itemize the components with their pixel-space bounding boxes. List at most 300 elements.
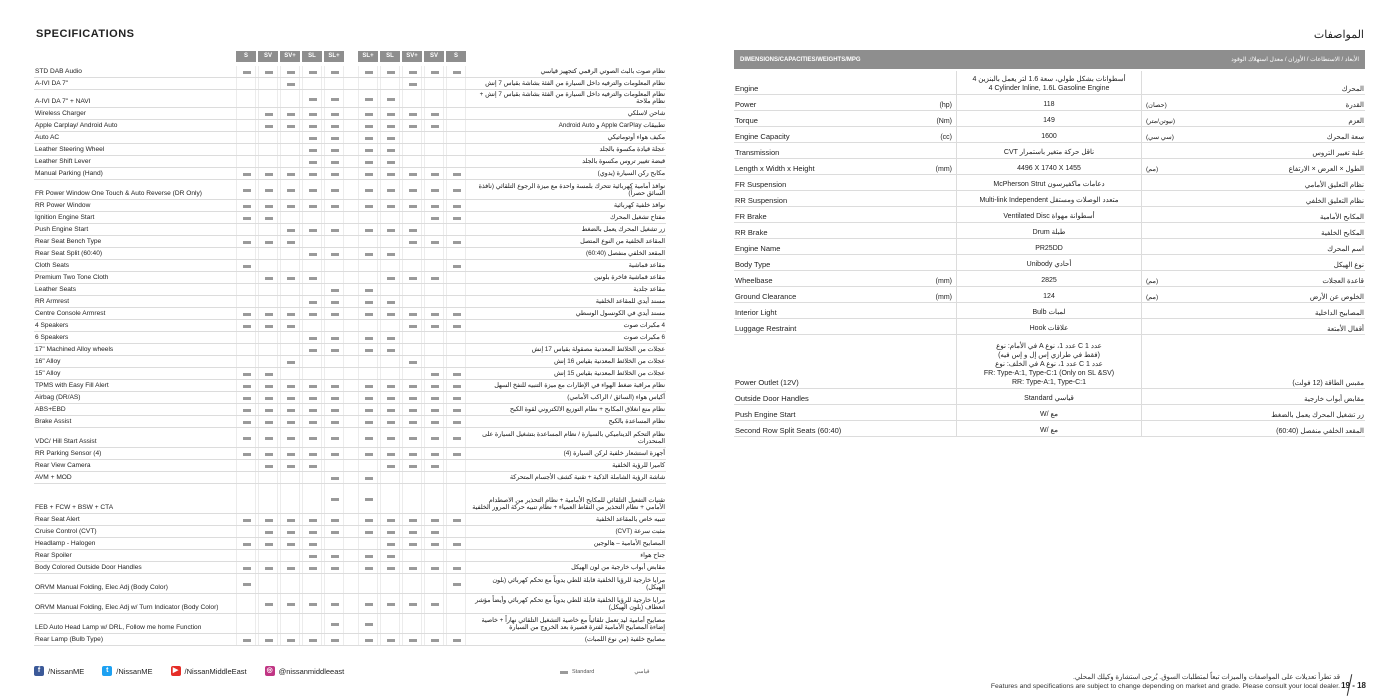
dimension-row (734, 405, 1365, 421)
dimension-name: Power Outlet (12V) (735, 378, 799, 387)
empty-cell (324, 574, 344, 593)
feature-name-arabic: مرايا خارجية للرؤيا الخلفية قابلة للطي يدوياً مع تحكم كهربائي وأيضاً مؤشر انعطاف (بلون الهيكل) (475, 596, 665, 612)
empty-cell (380, 356, 400, 367)
empty-cell (424, 284, 444, 295)
standard-marker (302, 144, 322, 155)
standard-marker (258, 66, 278, 77)
standard-marker (446, 538, 466, 549)
empty-cell (446, 296, 466, 307)
empty-cell (258, 550, 278, 561)
empty-cell (324, 212, 344, 223)
standard-marker (302, 296, 322, 307)
feature-name-arabic: مفتاح تشغيل المحرك (609, 214, 665, 222)
social-link[interactable] (34, 666, 84, 676)
feature-name: Rear Seat Alert (35, 516, 80, 524)
empty-cell (446, 248, 466, 259)
standard-marker (302, 224, 322, 235)
empty-cell (446, 272, 466, 283)
grade-availability-right (358, 368, 468, 379)
feature-name: Headlamp - Halogen (35, 540, 96, 548)
feature-name-arabic: جناح هواء (640, 552, 665, 560)
grade-availability-right (358, 248, 468, 259)
dimension-value (956, 111, 1142, 126)
empty-cell (302, 212, 322, 223)
standard-marker (302, 448, 322, 459)
standard-marker (380, 168, 400, 179)
standard-marker (324, 514, 344, 525)
empty-cell (236, 248, 256, 259)
dimension-value (956, 175, 1142, 190)
feature-name: 17" Machined Alloy wheels (35, 346, 114, 354)
standard-marker (358, 392, 378, 403)
value-line: 4 Cylinder Inline, 1.6L Gasoline Engine (988, 85, 1110, 92)
standard-marker (380, 332, 400, 343)
standard-marker (236, 200, 256, 211)
grade-availability-left (236, 296, 346, 307)
dimension-name: Push Engine Start (735, 410, 796, 419)
feature-name: Auto AC (35, 134, 60, 142)
feature-name-arabic: نظام مراقبة ضغط الهواء في الإطارات مع ميزة التنبيه للنفخ السهل (494, 382, 665, 390)
feature-row (34, 562, 666, 574)
dimension-row (734, 239, 1365, 255)
grade-availability-left (236, 156, 346, 167)
standard-marker (402, 514, 422, 525)
feature-name: ABS+EBD (35, 406, 66, 414)
standard-marker (424, 460, 444, 471)
dimension-value (956, 271, 1142, 286)
standard-marker (280, 236, 300, 247)
empty-cell (258, 78, 278, 89)
dimension-value (956, 421, 1142, 436)
standard-marker (236, 212, 256, 223)
standard-marker (236, 392, 256, 403)
standard-marker (236, 404, 256, 415)
empty-cell (280, 248, 300, 259)
grade-availability-right (358, 562, 468, 573)
standard-marker (402, 526, 422, 537)
grade-availability-right (358, 614, 468, 633)
feature-row (34, 168, 666, 180)
page-number: 19 - 18 (1341, 681, 1366, 690)
standard-marker (424, 212, 444, 223)
standard-marker (302, 332, 322, 343)
standard-marker (358, 156, 378, 167)
standard-marker (258, 594, 278, 613)
dimension-unit: (hp) (939, 102, 952, 109)
features-table (34, 66, 666, 646)
empty-cell (446, 526, 466, 537)
legend-standard-en: Standard (572, 669, 595, 675)
dimension-unit: (mm) (935, 294, 952, 301)
standard-marker (324, 550, 344, 561)
feature-name: RR Armrest (35, 298, 70, 306)
standard-marker (280, 404, 300, 415)
social-handle: /NissanME (48, 666, 85, 676)
standard-marker (258, 634, 278, 645)
feature-name-arabic: نوافذ أمامية كهربائية تتحرك بلمسة واحدة مع ميزة الرجوع التلقائي (نافذة السائق حصراً) (478, 182, 665, 198)
empty-cell (236, 156, 256, 167)
standard-marker (380, 120, 400, 131)
dimension-name-arabic: الخلوص عن الأرض (1309, 294, 1364, 301)
social-link[interactable] (265, 666, 345, 676)
dimension-unit-arabic: (مم) (1146, 278, 1159, 285)
standard-marker (324, 448, 344, 459)
feature-name-arabic: المقعد الخلفي منفصل (60:40) (586, 250, 665, 258)
feature-name: Rear Seat Bench Type (35, 238, 102, 246)
grade-availability-left (236, 284, 346, 295)
feature-row (34, 66, 666, 78)
standard-marker (236, 320, 256, 331)
empty-cell (258, 284, 278, 295)
dimension-name-arabic: نظام التعليق الأمامي (1304, 182, 1364, 189)
standard-marker (258, 538, 278, 549)
grade-availability-left (236, 200, 346, 211)
feature-name: Rear Spoiler (35, 552, 72, 560)
dimension-unit: (cc) (940, 134, 952, 141)
standard-marker (302, 156, 322, 167)
feature-row (34, 284, 666, 296)
feature-row (34, 574, 666, 594)
standard-marker (424, 526, 444, 537)
dimension-unit (884, 332, 956, 334)
feature-name-arabic: عجلات من الخلائط المعدنية بقياس 16 إنش (553, 358, 665, 366)
empty-cell (302, 574, 322, 593)
standard-marker (358, 284, 378, 295)
empty-cell (380, 78, 400, 89)
value-line: 2825 (1041, 277, 1057, 284)
empty-cell (402, 550, 422, 561)
social-link[interactable] (171, 666, 247, 676)
value-line: 118 (1043, 101, 1055, 108)
empty-cell (258, 356, 278, 367)
dimension-name-arabic: سعة المحرك (1326, 134, 1364, 141)
feature-name-arabic: أجهزة استشعار خلفية لركن السيارة (4) (563, 450, 665, 458)
social-links (34, 666, 362, 676)
feature-row (34, 448, 666, 460)
grade-availability-left (236, 332, 346, 343)
standard-marker (402, 308, 422, 319)
feature-name-arabic: قبضة تغيير تروس مكسوة بالجلد (582, 158, 665, 166)
empty-cell (380, 260, 400, 271)
feature-name: TPMS with Easy Fill Alert (35, 382, 109, 390)
youtube-icon: ▶ (171, 666, 181, 676)
value-line: W/ مع (1040, 411, 1058, 418)
empty-cell (402, 472, 422, 483)
feature-name-arabic: مقاعد قماشية (628, 262, 665, 270)
empty-cell (236, 594, 256, 613)
feature-name: Cloth Seats (35, 262, 70, 270)
dimension-unit: (mm) (935, 278, 952, 285)
feature-row (34, 472, 666, 484)
feature-name: Cruise Control (CVT) (35, 528, 97, 536)
empty-cell (402, 284, 422, 295)
dimension-row (734, 159, 1365, 175)
grade-availability-left (236, 574, 346, 593)
dimension-unit (884, 156, 956, 158)
empty-cell (358, 538, 378, 549)
grade-label: SL (380, 51, 400, 62)
standard-marker (324, 404, 344, 415)
feature-name: Brake Assist (35, 418, 72, 426)
grade-availability-right (358, 460, 468, 471)
standard-marker (424, 634, 444, 645)
dimension-unit (884, 236, 956, 238)
dimension-name: Luggage Restraint (735, 324, 797, 333)
grade-availability-left (236, 550, 346, 561)
dimension-unit (884, 220, 956, 222)
grade-availability-left (236, 236, 346, 247)
feature-name-arabic: مصابيح أمامية ليد تعمل تلقائياً مع خاصية التشغيل التلقائي نهاراً + خاصية إضاءة المصابيح الأمامية لفترة قصيرة بعد الخروج من السيارة (481, 616, 665, 632)
feature-name-arabic: شاحن لاسلكي (627, 110, 665, 118)
standard-marker (280, 428, 300, 447)
empty-cell (236, 550, 256, 561)
empty-cell (358, 236, 378, 247)
standard-marker (258, 428, 278, 447)
empty-cell (236, 272, 256, 283)
dimension-name: Engine Name (735, 244, 781, 253)
feature-name: Premium Two Tone Cloth (35, 274, 109, 282)
empty-cell (302, 614, 322, 633)
standard-marker (380, 344, 400, 355)
standard-marker (446, 320, 466, 331)
standard-marker (358, 200, 378, 211)
standard-marker (280, 224, 300, 235)
empty-cell (280, 614, 300, 633)
standard-marker (280, 168, 300, 179)
standard-marker (324, 562, 344, 573)
grade-availability-right (358, 550, 468, 561)
value-line: 1600 (1041, 133, 1057, 140)
empty-cell (402, 332, 422, 343)
standard-marker (258, 392, 278, 403)
standard-marker (258, 212, 278, 223)
dimension-name-arabic: اسم المحرك (1327, 246, 1364, 253)
value-line: Drum طبلة (1032, 229, 1066, 236)
feature-name-arabic: مقاعد جلدية (633, 286, 665, 294)
standard-marker (280, 416, 300, 427)
feature-row (34, 428, 666, 448)
empty-cell (324, 368, 344, 379)
standard-marker (402, 66, 422, 77)
empty-cell (280, 90, 300, 107)
empty-cell (446, 144, 466, 155)
empty-cell (424, 78, 444, 89)
empty-cell (302, 236, 322, 247)
dimension-unit (884, 188, 956, 190)
empty-cell (424, 550, 444, 561)
feature-name-arabic: نظام المساعدة بالكبح (608, 418, 665, 426)
grade-header-left (236, 51, 346, 62)
standard-marker (358, 634, 378, 645)
dimension-name-arabic: أقفال الأمتعة (1327, 326, 1364, 333)
dimension-name: Length x Width x Height (735, 164, 815, 173)
standard-marker (258, 404, 278, 415)
standard-marker (358, 594, 378, 613)
grade-availability-right (358, 144, 468, 155)
dimension-name: Torque (735, 116, 758, 125)
standard-marker (380, 448, 400, 459)
standard-marker (236, 368, 256, 379)
empty-cell (324, 538, 344, 549)
standard-marker (324, 634, 344, 645)
standard-marker (424, 392, 444, 403)
dimension-unit-arabic: (حصان) (1146, 102, 1167, 109)
legend (560, 669, 650, 675)
feature-name-arabic: عجلات من الخلائط المعدنية مصقولة بقياس 17 إنش (531, 346, 665, 354)
grade-label: SL+ (324, 51, 344, 62)
feature-row (34, 594, 666, 614)
empty-cell (236, 356, 256, 367)
empty-cell (358, 320, 378, 331)
empty-cell (424, 248, 444, 259)
standard-marker (358, 168, 378, 179)
standard-marker (280, 78, 300, 89)
standard-marker (380, 428, 400, 447)
feature-name-arabic: مسند أيدي للمقاعد الخلفية (595, 298, 665, 306)
feature-name: A-IVI DA 7" (35, 80, 69, 88)
feature-row (34, 108, 666, 120)
dimension-row (734, 175, 1365, 191)
page-title: SPECIFICATIONS (36, 28, 135, 40)
standard-marker (424, 66, 444, 77)
empty-cell (446, 484, 466, 513)
disclaimer (991, 673, 1340, 691)
social-link[interactable] (102, 666, 152, 676)
twitter-icon: t (102, 666, 112, 676)
feature-row (34, 144, 666, 156)
dimension-name-arabic: الطول × العرض × الارتفاع (1288, 166, 1364, 173)
empty-cell (258, 260, 278, 271)
standard-marker (324, 526, 344, 537)
standard-marker (258, 562, 278, 573)
standard-marker (236, 66, 256, 77)
standard-marker (424, 108, 444, 119)
feature-name: RR Power Window (35, 202, 91, 210)
grade-availability-right (358, 260, 468, 271)
grade-availability-left (236, 416, 346, 427)
standard-marker (358, 90, 378, 107)
empty-cell (380, 284, 400, 295)
feature-row (34, 320, 666, 332)
grade-availability-left (236, 484, 346, 513)
feature-name: Wireless Charger (35, 110, 86, 118)
standard-marker (324, 224, 344, 235)
standard-marker (236, 260, 256, 271)
value-line: FR: Type-A:1, Type-C:1 (Only on SL &SV) (983, 370, 1115, 377)
standard-marker (358, 344, 378, 355)
dimension-unit-arabic (1142, 252, 1182, 254)
value-line: McPherson Strut دعامات ماكفيرسون (993, 181, 1105, 188)
dimension-name-arabic: نوع الهيكل (1333, 262, 1364, 269)
dimension-row (734, 71, 1365, 95)
empty-cell (280, 368, 300, 379)
empty-cell (380, 368, 400, 379)
grade-availability-right (358, 168, 468, 179)
standard-marker (302, 460, 322, 471)
dimension-name-arabic: نظام التعليق الخلفي (1305, 198, 1364, 205)
standard-marker (302, 248, 322, 259)
standard-marker (424, 562, 444, 573)
feature-name: Airbag (DR/AS) (35, 394, 81, 402)
feature-name: AVM + MOD (35, 474, 72, 482)
grade-availability-left (236, 448, 346, 459)
standard-marker (302, 120, 322, 131)
standard-marker (324, 108, 344, 119)
dimension-unit (884, 92, 956, 94)
dimension-name-arabic: القدرة (1345, 102, 1364, 109)
standard-marker (236, 380, 256, 391)
empty-cell (236, 284, 256, 295)
standard-marker (324, 168, 344, 179)
standard-marker (358, 180, 378, 199)
empty-cell (446, 120, 466, 131)
empty-cell (258, 332, 278, 343)
value-line: PR25DD (1035, 245, 1063, 252)
standard-marker (280, 538, 300, 549)
feature-row (34, 224, 666, 236)
standard-marker (358, 132, 378, 143)
dimension-row (734, 389, 1365, 405)
standard-marker (358, 108, 378, 119)
grade-availability-right (358, 356, 468, 367)
dimension-name: Wheelbase (735, 276, 773, 285)
standard-marker (402, 416, 422, 427)
standard-marker (424, 538, 444, 549)
standard-marker (324, 380, 344, 391)
empty-cell (280, 284, 300, 295)
empty-cell (446, 224, 466, 235)
standard-marker (424, 404, 444, 415)
standard-marker (324, 484, 344, 513)
standard-marker (402, 200, 422, 211)
standard-marker (358, 514, 378, 525)
dimension-value (956, 223, 1142, 238)
dimension-unit: (Nm) (936, 118, 952, 125)
dimension-row (734, 127, 1365, 143)
standard-marker (302, 594, 322, 613)
dimension-value (956, 287, 1142, 302)
dimension-name-arabic: المكابح الأمامية (1320, 214, 1364, 221)
standard-marker (324, 144, 344, 155)
standard-marker (402, 562, 422, 573)
empty-cell (258, 296, 278, 307)
standard-marker (358, 416, 378, 427)
feature-name: STD DAB Audio (35, 68, 82, 76)
dimension-value (956, 95, 1142, 110)
standard-marker (402, 236, 422, 247)
empty-cell (424, 332, 444, 343)
dimension-unit (884, 316, 956, 318)
grade-label: SL+ (358, 51, 378, 62)
standard-marker (258, 448, 278, 459)
empty-cell (424, 472, 444, 483)
grade-availability-right (358, 428, 468, 447)
standard-marker (402, 108, 422, 119)
grade-availability-left (236, 78, 346, 89)
feature-name-arabic: عجلة قيادة مكسوة بالجلد (599, 146, 665, 154)
feature-name: Manual Parking (Hand) (35, 170, 103, 178)
feature-name: Rear View Camera (35, 462, 91, 470)
value-line: Unibody أحادي (1026, 261, 1072, 268)
standard-marker (380, 404, 400, 415)
grade-availability-right (358, 90, 468, 107)
feature-name: Leather Seats (35, 286, 77, 294)
feature-name-arabic: تقنيات التفعيل التلقائي للمكابح الأمامية + نظام التحذير من الاصطدام الأمامي + نظام التحذير من النقاط العمياء + نظام تنبيه حركة المرور الخلفية (472, 496, 665, 512)
standard-marker (280, 320, 300, 331)
standard-marker (380, 460, 400, 471)
feature-name-arabic: مقابض أبواب خارجية من لون الهيكل (571, 564, 665, 572)
empty-cell (280, 260, 300, 271)
